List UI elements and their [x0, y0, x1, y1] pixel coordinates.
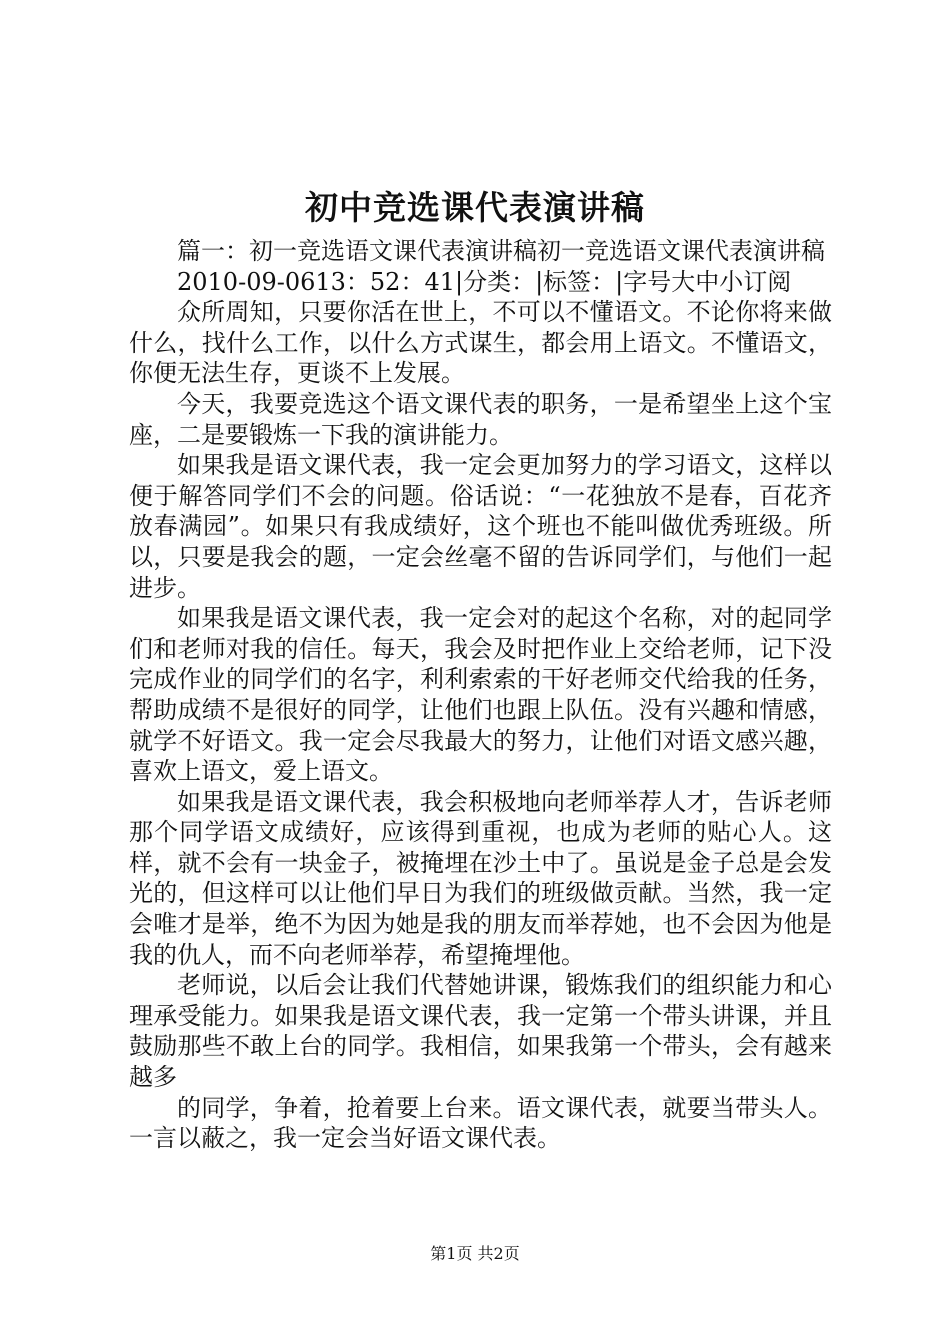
paragraph: 的同学，争着，抢着要上台来。语文课代表，就要当带头人。一言以蔽之，我一定会当好语文课代表。: [129, 1093, 832, 1153]
document-title: 初中竞选课代表演讲稿: [305, 188, 645, 227]
paragraph: 今天，我要竞选这个语文课代表的职务，一是希望坐上这个宝座，二是要锻炼一下我的演讲能力。: [129, 389, 832, 449]
document-body: [129, 236, 832, 1154]
paragraph: 众所周知，只要你活在世上，不可以不懂语文。不论你将来做什么，找什么工作，以什么方式谋生，都会用上语文。不懂语文，你便无法生存，更谈不上发展。: [129, 298, 832, 388]
paragraph: 如果我是语文课代表，我一定会对的起这个名称，对的起同学们和老师对我的信任。每天，我会及时把作业上交给老师，记下没完成作业的同学们的名字，利利索索的干好老师交代给我的任务，帮助成绩不是很好的同学，让他们也跟上队伍。没有兴趣和情感，就学不好语文。我一定会尽我最大的努力，让他们对语文感兴趣，喜欢上语文，爱上语文。: [129, 604, 832, 786]
paragraph-intro: 篇一：初一竞选语文课代表演讲稿初一竞选语文课代表演讲稿: [177, 237, 825, 265]
paragraph: 如果我是语文课代表，我会积极地向老师举荐人才，告诉老师那个同学语文成绩好，应该得到重视，也成为老师的贴心人。这样，就不会有一块金子，被掩埋在沙土中了。虽说是金子总是会发光的，但这样可以让他们早日为我们的班级做贡献。当然，我一定会唯才是举，绝不为因为她是我的朋友而举荐她，也不会因为他是我的仇人，而不向老师举荐，希望掩埋他。: [129, 787, 832, 969]
paragraph: 老师说，以后会让我们代替她讲课，锻炼我们的组织能力和心理承受能力。如果我是语文课代表，我一定第一个带头讲课，并且鼓励那些不敢上台的同学。我相信，如果我第一个带头，会有越来越多: [129, 971, 832, 1092]
page-footer: 第1页 共2页: [430, 1244, 520, 1263]
paragraph-meta: 2010-09-0613：52：41|分类：|标签：|字号大中小订阅: [177, 267, 792, 296]
paragraph: 如果我是语文课代表，我一定会更加努力的学习语文，这样以便于解答同学们不会的问题。俗话说：“一花独放不是春，百花齐放春满园”。如果只有我成绩好，这个班也不能叫做优秀班级。所以，只要是我会的题，一定会丝毫不留的告诉同学们，与他们一起进步。: [129, 451, 832, 602]
